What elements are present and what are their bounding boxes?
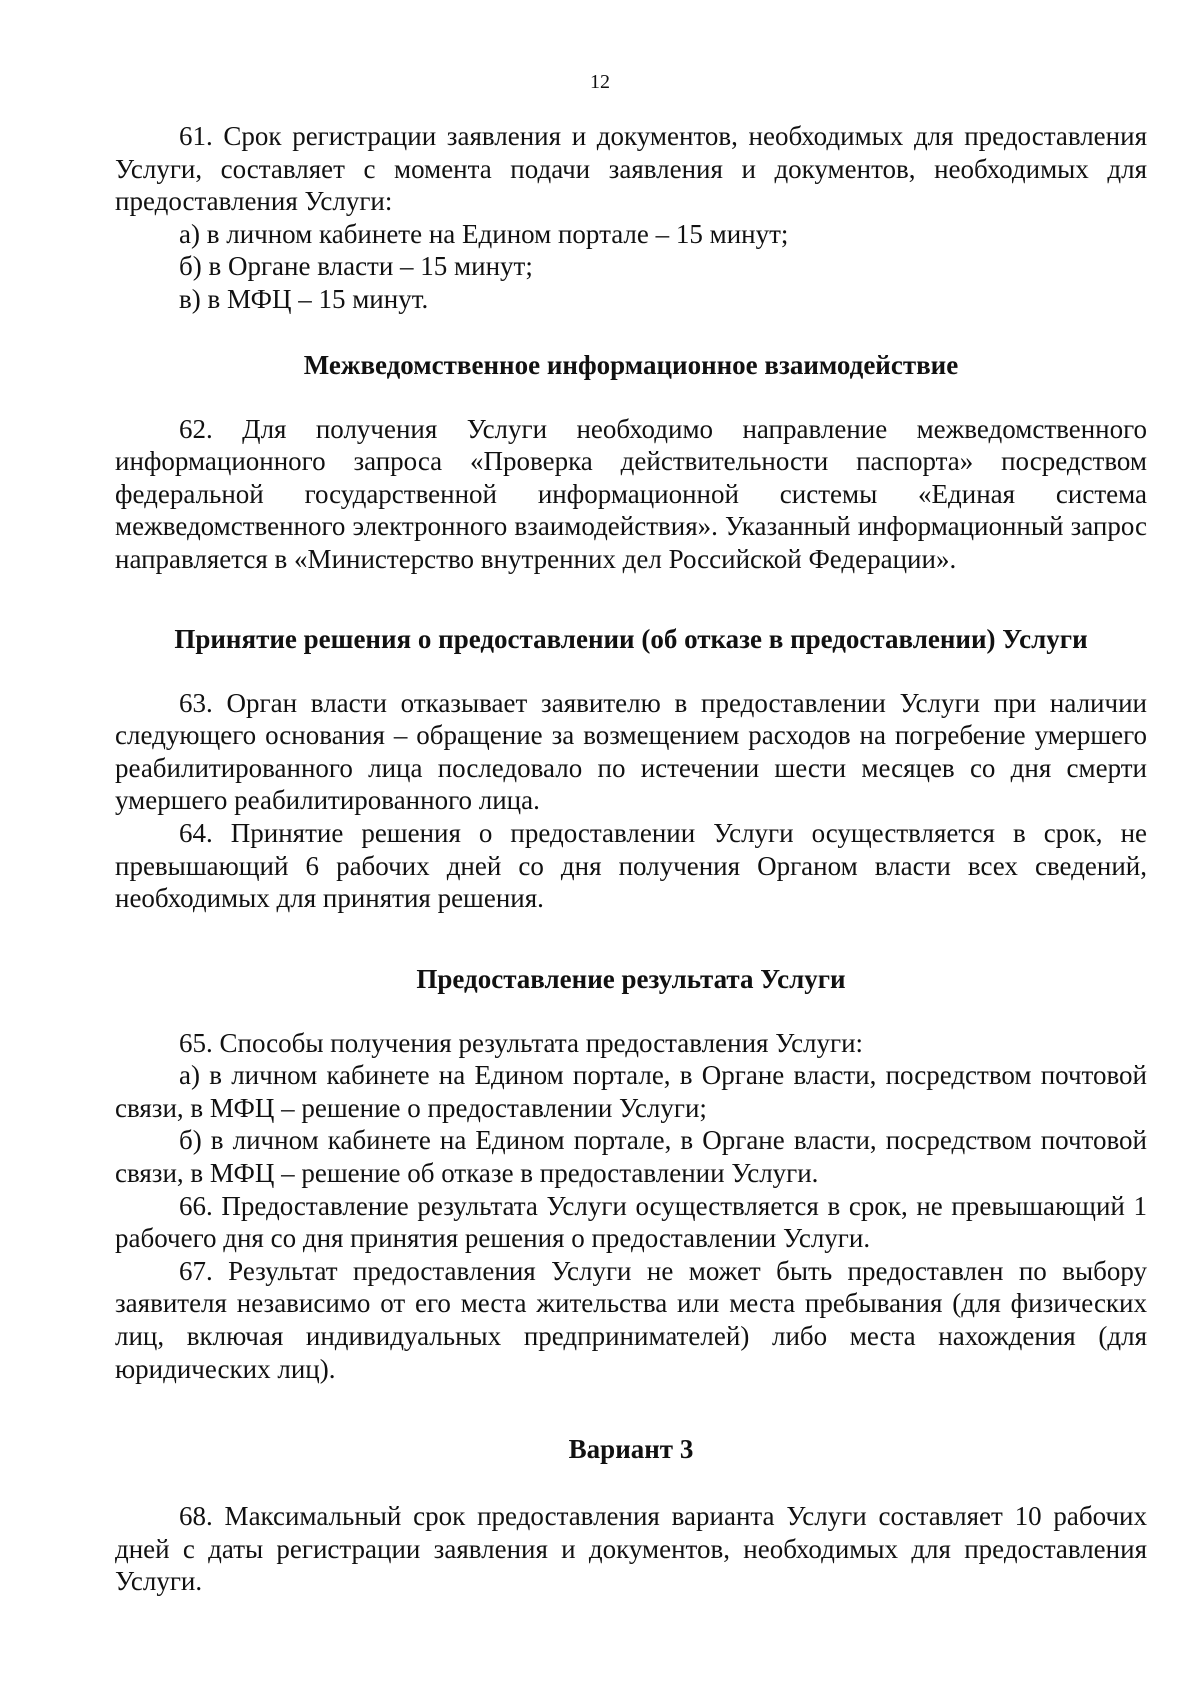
paragraph-66: 66. Предоставление результата Услуги осуществляется в срок, не превышающий 1 рабочего дня со дня принятия решения о предоставлении Услуги. — [115, 1190, 1147, 1254]
paragraph-61-a: а) в личном кабинете на Едином портале – 15 минут; — [179, 218, 789, 249]
paragraph-65-a: а) в личном кабинете на Едином портале, в Органе власти, посредством почтовой связи, в МФЦ – решение о предоставлении Услуги; — [115, 1060, 1147, 1123]
paragraph-64: 64. Принятие решения о предоставлении Услуги осуществляется в срок, не превышающий 6 рабочих дней со дня получения Органом власти всех сведений, необходимых для принятия решения. — [115, 817, 1147, 914]
section-heading-result: Предоставление результата Услуги — [416, 963, 846, 994]
paragraph-62: 62. Для получения Услуги необходимо направление межведомственного информационного запроса «Проверка действительности паспорта» посредством федеральной государственной информационной системы «Единая система межведомственного электронного взаимодействия». Указанный информационный запрос направляется в «Министерство внутренних дел Российской Федерации». — [115, 413, 1147, 574]
paragraph-68: 68. Максимальный срок предоставления варианта Услуги составляет 10 рабочих дней с даты регистрации заявления и документов, необходимых для предоставления Услуги. — [115, 1501, 1147, 1597]
paragraph-65-b: б) в личном кабинете на Едином портале, в Органе власти, посредством почтовой связи, в МФЦ – решение об отказе в предоставлении Услуги. — [115, 1125, 1147, 1189]
paragraph-67: 67. Результат предоставления Услуги не может быть предоставлен по выбору заявителя независимо от его места жительства или места пребывания (для физических лиц, включая индивидуальных предпринимателей) либо места нахождения (для юридических лиц). — [115, 1255, 1147, 1384]
paragraph-61-v: в) в МФЦ – 15 минут. — [179, 283, 429, 314]
paragraph-61-b: б) в Органе власти – 15 минут; — [179, 251, 533, 282]
section-heading-variant-3: Вариант 3 — [568, 1434, 694, 1465]
document-body — [115, 120, 1147, 1598]
paragraph-61: 61. Срок регистрации заявления и документов, необходимых для предоставления Услуги, составляет с момента подачи заявления и документов, необходимых для предоставления Услуги: — [115, 121, 1147, 217]
paragraph-63: 63. Орган власти отказывает заявителю в предоставлении Услуги при наличии следующего основания – обращение за возмещением расходов на погребение умершего реабилитированного лица последовало по истечении шести месяцев со дня смерти умершего реабилитированного лица. — [115, 687, 1147, 816]
section-heading-interagency: Межведомственное информационное взаимодействие — [303, 349, 959, 380]
paragraph-65: 65. Способы получения результата предоставления Услуги: — [179, 1027, 864, 1058]
page-number: 12 — [590, 71, 610, 93]
section-heading-decision: Принятие решения о предоставлении (об отказе в предоставлении) Услуги — [174, 623, 1088, 654]
